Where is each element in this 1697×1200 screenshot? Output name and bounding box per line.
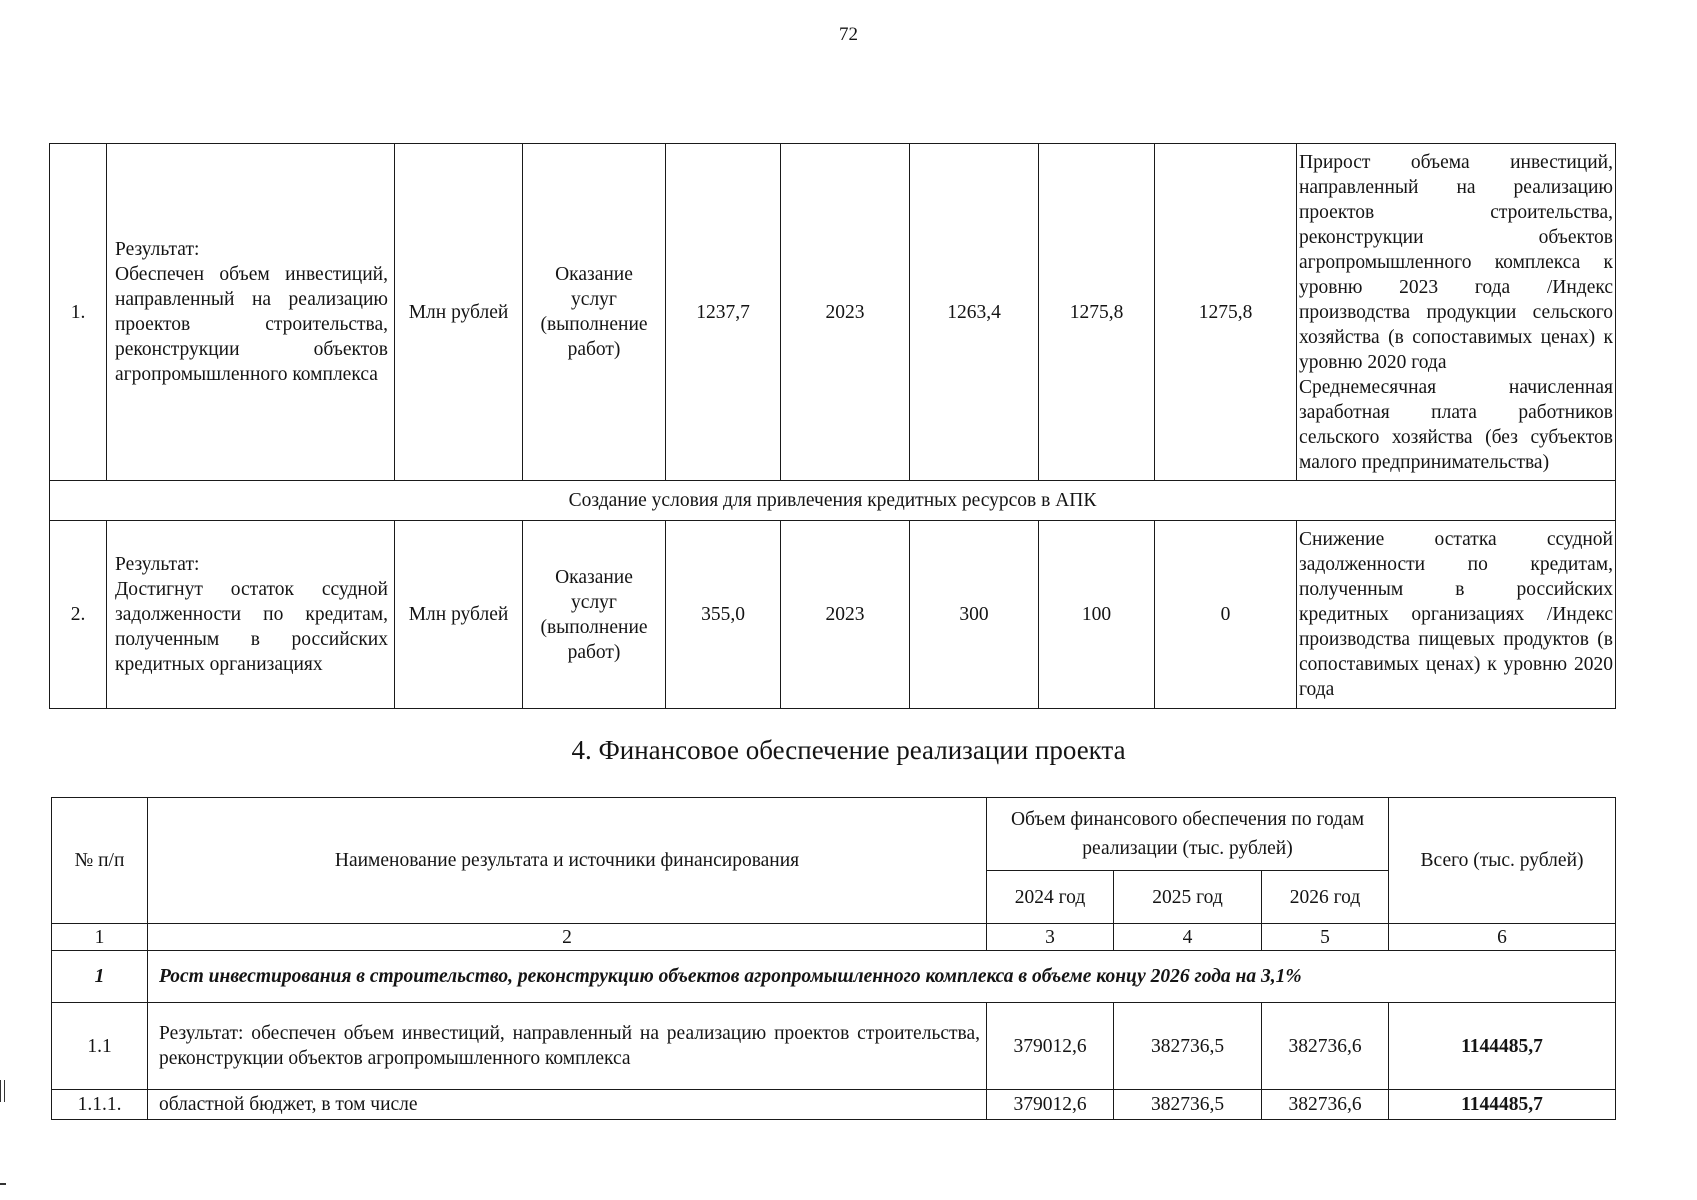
page-number: 72 <box>839 24 858 45</box>
result-name: Обеспечен объем инвестиций, направленный на реализацию проектов строительства, реконструкции объектов агропромышленного комплекса <box>115 264 388 385</box>
result-name-cell <box>107 521 395 709</box>
header-volume: Объем финансового обеспечения по годам реализации (тыс. рублей) <box>987 798 1389 871</box>
header-year-2025: 2025 год <box>1114 871 1262 924</box>
goal-text: Рост инвестирования в строительство, реконструкцию объектов агропромышленного комплекса в объеме концу 2026 года на 3,1% <box>148 951 1616 1003</box>
indicator-text: Среднемесячная начисленная заработная плата работников сельского хозяйства (без субъектов малого предпринимательства) <box>1299 376 1613 473</box>
header-row <box>52 798 1616 871</box>
goal-number: 1 <box>52 951 148 1003</box>
indicators-cell <box>1297 521 1616 709</box>
type-cell: Оказание услуг (выполнение работ) <box>523 144 666 481</box>
column-number: 6 <box>1389 924 1616 951</box>
header-num: № п/п <box>52 798 148 924</box>
row-number: 1.1 <box>52 1003 148 1090</box>
base-value-cell: 1237,7 <box>666 144 781 481</box>
row-number: 1. <box>50 144 107 481</box>
result-label: Результат: <box>115 554 200 575</box>
value-2024-cell: 1263,4 <box>910 144 1039 481</box>
amount-2024: 379012,6 <box>987 1003 1114 1090</box>
indicators-cell <box>1297 144 1616 481</box>
unit-cell: Млн рублей <box>395 144 523 481</box>
result-row <box>50 521 1616 709</box>
scan-margin-dash <box>0 1183 6 1185</box>
result-name: Достигнут остаток ссудной задолженности по кредитам, полученным в российских кредитных организациях <box>115 579 388 675</box>
row-number: 1.1.1. <box>52 1090 148 1120</box>
result-row <box>50 144 1616 481</box>
value-2024-cell: 300 <box>910 521 1039 709</box>
result-label: Результат: <box>115 239 200 260</box>
base-year-cell: 2023 <box>781 144 910 481</box>
section-row <box>50 481 1616 521</box>
result-name-cell <box>107 144 395 481</box>
type-cell: Оказание услуг (выполнение работ) <box>523 521 666 709</box>
column-number: 2 <box>148 924 987 951</box>
amount-2026: 382736,6 <box>1262 1090 1389 1120</box>
header-name: Наименование результата и источники финансирования <box>148 798 987 924</box>
value-2025-cell: 100 <box>1039 521 1155 709</box>
goal-row <box>52 951 1616 1003</box>
base-year-cell: 2023 <box>781 521 910 709</box>
amount-2026: 382736,6 <box>1262 1003 1389 1090</box>
funding-name: областной бюджет, в том числе <box>148 1090 987 1120</box>
column-numbers-row <box>52 924 1616 951</box>
column-number: 1 <box>52 924 148 951</box>
column-number: 5 <box>1262 924 1389 951</box>
value-2026-cell: 0 <box>1155 521 1297 709</box>
amount-total: 1144485,7 <box>1389 1003 1616 1090</box>
scan-margin-mark <box>0 1080 5 1102</box>
header-total: Всего (тыс. рублей) <box>1389 798 1616 924</box>
results-table <box>49 143 1616 709</box>
amount-2025: 382736,5 <box>1114 1003 1262 1090</box>
header-year-2026: 2026 год <box>1262 871 1389 924</box>
indicator-text: Прирост объема инвестиций, направленный на реализацию проектов строительства, реконструкции объектов агропромышленного комплекса к уровню 2023 года /Индекс производства продукции сельского хозяйства (в сопоставимых ценах) к уровню 2020 года <box>1299 151 1613 373</box>
section-title: Создание условия для привлечения кредитных ресурсов в АПК <box>50 481 1616 521</box>
value-2026-cell: 1275,8 <box>1155 144 1297 481</box>
indicator-text: Снижение остатка ссудной задолженности по кредитам, полученным в российских кредитных организациях /Индекс производства пищевых продуктов (в сопоставимых ценах) к уровню 2020 года <box>1299 529 1613 700</box>
amount-2025: 382736,5 <box>1114 1090 1262 1120</box>
funding-row <box>52 1090 1616 1120</box>
funding-table <box>51 797 1616 1120</box>
column-number: 3 <box>987 924 1114 951</box>
base-value-cell: 355,0 <box>666 521 781 709</box>
unit-cell: Млн рублей <box>395 521 523 709</box>
funding-row <box>52 1003 1616 1090</box>
column-number: 4 <box>1114 924 1262 951</box>
amount-2024: 379012,6 <box>987 1090 1114 1120</box>
amount-total: 1144485,7 <box>1389 1090 1616 1120</box>
value-2025-cell: 1275,8 <box>1039 144 1155 481</box>
funding-name: Результат: обеспечен объем инвестиций, направленный на реализацию проектов строительства, реконструкции объектов агропромышленного комплекса <box>148 1003 987 1090</box>
section-heading: 4. Финансовое обеспечение реализации проекта <box>571 735 1126 765</box>
row-number: 2. <box>50 521 107 709</box>
header-year-2024: 2024 год <box>987 871 1114 924</box>
